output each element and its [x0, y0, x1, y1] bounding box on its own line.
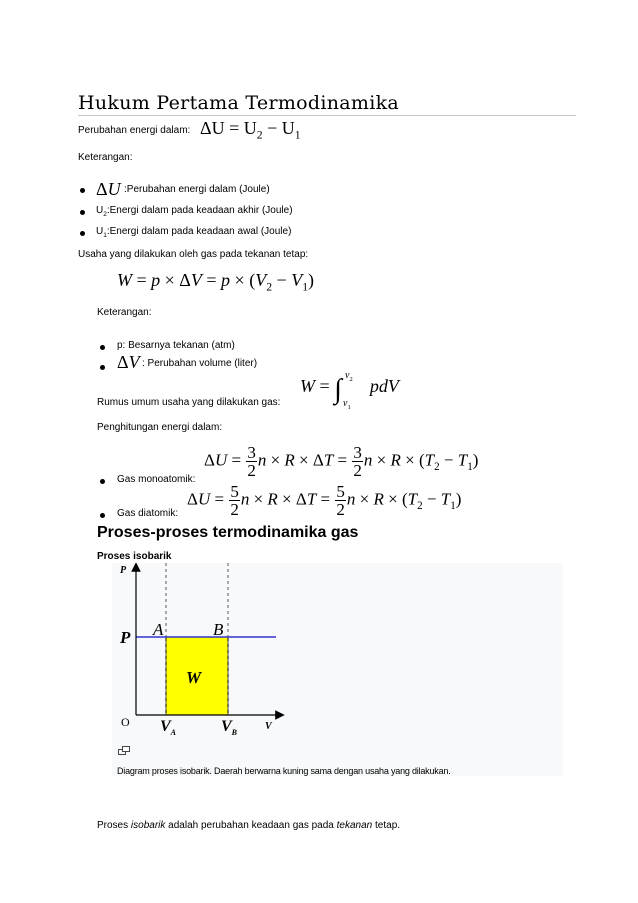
- keterangan2-label: Keterangan:: [97, 307, 152, 318]
- keterangan-label: Keterangan:: [78, 152, 133, 163]
- diatomic-formula: ΔU = $\frac{5}{2}$ n × R × ΔT = $\frac{5}{2}$ $n \times R \times (T_2 - T_1)$: [187, 482, 462, 519]
- diagram-caption: Diagram proses isobarik. Daerah berwarna kuning sama dengan usaha yang dilakukan.: [117, 766, 451, 776]
- u2-symbol: $U_2$: [96, 205, 107, 218]
- bullet: [80, 210, 85, 215]
- bullet: [100, 345, 105, 350]
- origin-label: O: [121, 715, 130, 729]
- p-level-label: P: [120, 628, 131, 647]
- section-title: Proses-proses termodinamika gas: [97, 524, 359, 541]
- delta-v-symbol: ΔV: [117, 352, 140, 372]
- integral-upper: $v_2$: [345, 370, 353, 383]
- page-title: Hukum Pertama Termodinamika: [78, 92, 400, 114]
- bullet: [100, 513, 105, 518]
- bullet: [100, 479, 105, 484]
- keterangan-item-1: :Perubahan energi dalam (Joule): [124, 184, 270, 195]
- work-label: Usaha yang dilakukan oleh gas pada tekanan tetap:: [78, 249, 309, 260]
- gas-diatomic-label: Gas diatomik:: [117, 508, 179, 519]
- u1-symbol: $U_1$: [96, 226, 107, 239]
- v-axis-label: V: [265, 721, 272, 732]
- p-axis-label: P: [120, 565, 127, 576]
- energy-formula: $\Delta U = U_2 - U_1$: [200, 118, 301, 142]
- isobaric-description: Proses isobarik adalah perubahan keadaan gas pada tekanan tetap.: [97, 820, 401, 831]
- gas-monoatomic-label: Gas monoatomik:: [117, 474, 196, 485]
- monoatomic-formula: ΔU = $\frac{3}{2}$ n × R × ΔT = $\frac{3}{2}$ $n \times R \times (T_2 - T_1)$: [204, 443, 479, 480]
- va-label: $V_A$: [160, 718, 177, 738]
- keterangan-item-2: $U_2:Energi$ dalam pada keadaan akhir (Joule): [96, 205, 293, 218]
- keterangan2-item-1: p: Besarnya tekanan (atm): [117, 340, 235, 351]
- energy-calc-label: Penghitungan energi dalam:: [97, 422, 223, 433]
- subsection-title: Proses isobarik: [97, 551, 172, 562]
- vb-label: $V_B$: [221, 718, 238, 738]
- title-divider: [78, 115, 576, 116]
- energy-change-label: Perubahan energi dalam:: [78, 125, 191, 136]
- point-a-label: A: [153, 620, 164, 639]
- tekanan-link[interactable]: tekanan: [336, 820, 373, 831]
- general-work-label: Rumus umum usaha yang dilakukan gas:: [97, 397, 281, 408]
- general-work-formula: W = ∫ pdV: [300, 374, 399, 405]
- delta-u-symbol: ΔU: [96, 179, 121, 199]
- enlarge-icon[interactable]: [118, 746, 130, 755]
- work-label-diagram: W: [186, 668, 202, 687]
- point-b-label: B: [213, 620, 224, 639]
- work-formula: $W = p \times \Delta V = p \times (V_2 - V_1)$: [117, 270, 315, 294]
- integral-lower: $v_1$: [343, 398, 351, 411]
- isobaric-diagram: [112, 563, 563, 776]
- keterangan-item-3: $U_1:Energi$ dalam pada keadaan awal (Joule): [96, 226, 292, 239]
- bullet: [100, 365, 105, 370]
- isobarik-link[interactable]: isobarik: [130, 820, 166, 831]
- keterangan2-item-2: : Perubahan volume (liter): [142, 358, 258, 369]
- bullet: [80, 231, 85, 236]
- bullet: [80, 188, 85, 193]
